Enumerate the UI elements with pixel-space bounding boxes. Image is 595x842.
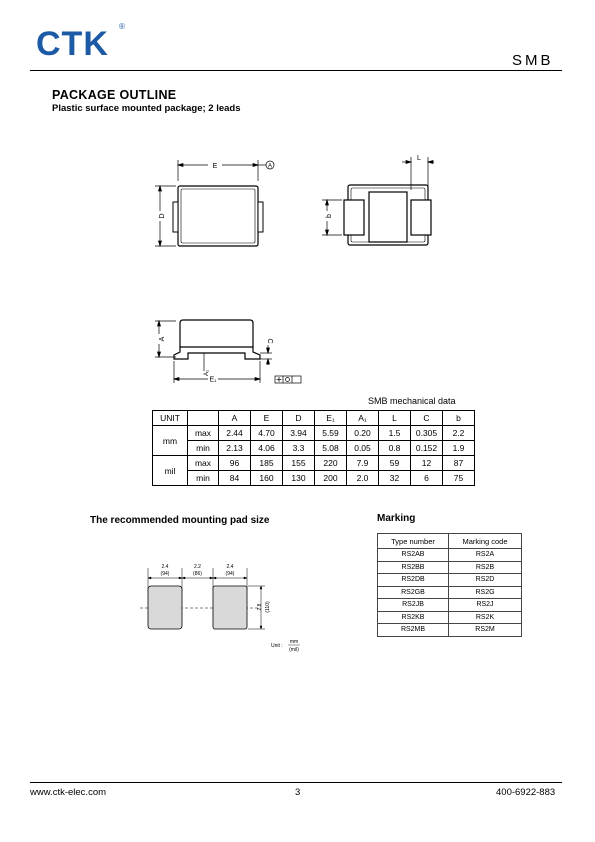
header-cell: b bbox=[443, 411, 475, 426]
value-cell: 3.3 bbox=[283, 441, 315, 456]
footer-page-number: 3 bbox=[295, 787, 301, 798]
value-cell: 87 bbox=[443, 456, 475, 471]
value-cell: 4.70 bbox=[251, 426, 283, 441]
code-cell: RS2J bbox=[449, 599, 522, 612]
page-subtitle: Plastic surface mounted package; 2 leads bbox=[52, 103, 241, 114]
table-row bbox=[153, 441, 475, 456]
unit-mil: (mil) bbox=[289, 647, 299, 653]
side-view-drawing bbox=[150, 315, 305, 390]
table-row bbox=[378, 586, 522, 599]
table-row bbox=[153, 456, 475, 471]
value-cell: 84 bbox=[219, 471, 251, 486]
footer-divider bbox=[30, 782, 562, 783]
value-cell: 3.94 bbox=[283, 426, 315, 441]
pad-height: 2.8 bbox=[257, 603, 263, 611]
code-cell: RS2K bbox=[449, 611, 522, 624]
mounting-pad-title: The recommended mounting pad size bbox=[90, 515, 270, 526]
table-row bbox=[378, 561, 522, 574]
unit-cell: mil bbox=[153, 456, 188, 486]
type-cell: RS2MB bbox=[378, 624, 449, 637]
pad-dim-1: 2.4 bbox=[161, 564, 169, 570]
value-cell: 59 bbox=[379, 456, 411, 471]
header-cell: A bbox=[219, 411, 251, 426]
dim-label-e1: E₁ bbox=[209, 376, 217, 384]
type-cell: RS2DB bbox=[378, 574, 449, 587]
header-cell: A₁ bbox=[347, 411, 379, 426]
header-cell: E₁ bbox=[315, 411, 347, 426]
type-cell: RS2AB bbox=[378, 549, 449, 562]
value-cell: 2.0 bbox=[347, 471, 379, 486]
page-title: PACKAGE OUTLINE bbox=[52, 88, 177, 102]
value-cell: 5.59 bbox=[315, 426, 347, 441]
header-cell: Type number bbox=[378, 534, 449, 549]
value-cell: 0.05 bbox=[347, 441, 379, 456]
code-cell: RS2M bbox=[449, 624, 522, 637]
datum-label-a: A bbox=[267, 163, 273, 170]
value-cell: 2.13 bbox=[219, 441, 251, 456]
pad-dim-3: 2.4 bbox=[226, 564, 234, 570]
table-row bbox=[153, 471, 475, 486]
dim-label-a: A bbox=[159, 336, 166, 342]
pad-dim-2: 2.2 bbox=[194, 564, 201, 570]
package-code: SMB bbox=[512, 52, 554, 69]
pad-dim-2-mil: (86) bbox=[193, 571, 202, 577]
code-cell: RS2B bbox=[449, 561, 522, 574]
dim-label-e: E bbox=[212, 163, 218, 170]
dim-label-c: C bbox=[266, 338, 273, 344]
value-cell: 0.152 bbox=[411, 441, 443, 456]
header-cell: UNIT bbox=[153, 411, 188, 426]
dim-label-a1: A₁ bbox=[204, 369, 210, 377]
registered-mark: ® bbox=[119, 22, 125, 31]
unit-label: Unit : bbox=[271, 643, 283, 649]
footer-phone: 400-6922-883 bbox=[496, 787, 556, 798]
code-cell: RS2D bbox=[449, 574, 522, 587]
header-cell bbox=[188, 411, 219, 426]
dim-label-l: L bbox=[417, 155, 421, 162]
dimension-table bbox=[152, 410, 475, 486]
marking-title: Marking bbox=[377, 513, 416, 524]
value-cell: 2.44 bbox=[219, 426, 251, 441]
header-cell: Marking code bbox=[449, 534, 522, 549]
value-cell: 32 bbox=[379, 471, 411, 486]
value-cell: 0.8 bbox=[379, 441, 411, 456]
limit-cell: max bbox=[188, 426, 219, 441]
value-cell: 5.08 bbox=[315, 441, 347, 456]
header-cell: L bbox=[379, 411, 411, 426]
footer-website: www.ctk-elec.com bbox=[30, 787, 107, 798]
value-cell: 7.9 bbox=[347, 456, 379, 471]
value-cell: 185 bbox=[251, 456, 283, 471]
type-cell: RS2GB bbox=[378, 586, 449, 599]
type-cell: RS2BB bbox=[378, 561, 449, 574]
mounting-pad-drawing bbox=[140, 560, 310, 655]
table-row bbox=[378, 574, 522, 587]
value-cell: 96 bbox=[219, 456, 251, 471]
header-cell: D bbox=[283, 411, 315, 426]
value-cell: 1.9 bbox=[443, 441, 475, 456]
brand-logo: CTK bbox=[36, 25, 109, 63]
table-row bbox=[378, 549, 522, 562]
value-cell: 200 bbox=[315, 471, 347, 486]
limit-cell: min bbox=[188, 471, 219, 486]
header-divider bbox=[30, 70, 562, 71]
value-cell: 12 bbox=[411, 456, 443, 471]
value-cell: 6 bbox=[411, 471, 443, 486]
value-cell: 0.20 bbox=[347, 426, 379, 441]
type-cell: RS2JB bbox=[378, 599, 449, 612]
table-row bbox=[153, 426, 475, 441]
code-cell: RS2G bbox=[449, 586, 522, 599]
dim-label-d: D bbox=[159, 213, 166, 219]
value-cell: 75 bbox=[443, 471, 475, 486]
pad-dim-1-mil: (94) bbox=[160, 571, 170, 577]
code-cell: RS2A bbox=[449, 549, 522, 562]
value-cell: 2.2 bbox=[443, 426, 475, 441]
header-cell: C bbox=[411, 411, 443, 426]
top-view-drawing bbox=[150, 155, 285, 250]
table-row bbox=[378, 599, 522, 612]
unit-mm: mm bbox=[289, 639, 299, 645]
table-caption: SMB mechanical data bbox=[368, 396, 456, 406]
table-row bbox=[378, 611, 522, 624]
value-cell: 220 bbox=[315, 456, 347, 471]
mounting-pad-left bbox=[148, 586, 182, 629]
value-cell: 1.5 bbox=[379, 426, 411, 441]
type-cell: RS2KB bbox=[378, 611, 449, 624]
pad-dim-3-mil: (94) bbox=[225, 571, 235, 577]
table-row bbox=[378, 624, 522, 637]
unit-cell: mm bbox=[153, 426, 188, 456]
dim-label-b: b bbox=[326, 214, 333, 218]
pad-height-mil: (110) bbox=[265, 601, 271, 613]
value-cell: 160 bbox=[251, 471, 283, 486]
value-cell: 155 bbox=[283, 456, 315, 471]
table-header-row bbox=[153, 411, 475, 426]
marking-table bbox=[377, 533, 522, 637]
limit-cell: max bbox=[188, 456, 219, 471]
value-cell: 0.305 bbox=[411, 426, 443, 441]
bottom-view-drawing bbox=[318, 152, 438, 247]
mounting-pad-right bbox=[213, 586, 247, 629]
header-cell: E bbox=[251, 411, 283, 426]
value-cell: 4.06 bbox=[251, 441, 283, 456]
table-header-row bbox=[378, 534, 522, 549]
limit-cell: min bbox=[188, 441, 219, 456]
value-cell: 130 bbox=[283, 471, 315, 486]
